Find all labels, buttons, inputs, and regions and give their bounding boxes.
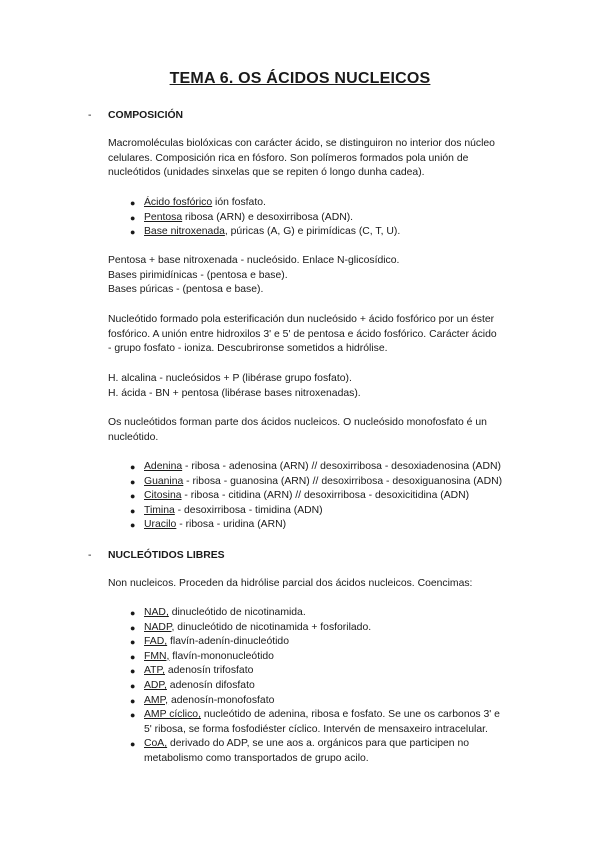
term-description: flavín-mononucleótido — [169, 650, 274, 662]
components-list — [108, 196, 528, 240]
section-title: NUCLEÓTIDOS LIBRES — [108, 550, 225, 561]
term-description: adenosín difosfato — [166, 679, 255, 691]
nucleotide-paragraph — [108, 313, 528, 357]
list-item — [108, 621, 528, 636]
bullet-icon: ● — [130, 637, 136, 648]
free-nucleotides-list — [108, 606, 528, 767]
list-item — [108, 504, 528, 519]
bullet-icon: ● — [130, 651, 136, 662]
term: NADP, — [144, 621, 175, 633]
list-item — [108, 650, 528, 665]
term: Ácido fosfórico — [144, 197, 213, 208]
text-line: Bases pirimidínicas - (pentosa e base). — [108, 269, 288, 281]
text-line: - grupo fosfato - ioniza. Descubrironse sometidos a hidrólise. — [108, 343, 388, 355]
term: Uracilo — [144, 519, 177, 531]
bullet-icon: ● — [130, 212, 136, 223]
nucleoside-paragraph — [108, 254, 528, 298]
bullet-icon: ● — [130, 680, 136, 691]
text-line: Pentosa + base nitroxenada - nucleósido. Enlace N-glicosídico. — [108, 255, 400, 266]
bullet-icon: ● — [130, 622, 136, 633]
dash-bullet: - — [88, 110, 92, 121]
term-description-continued: metabolismo como transportados de grupo acilo. — [144, 752, 369, 764]
term: AMP, — [144, 694, 169, 706]
term: Citosina — [144, 490, 182, 502]
bases-list — [108, 460, 528, 533]
text-line: Non nucleicos. Proceden da hidrólise parcial dos ácidos nucleicos. Coencimas: — [108, 578, 473, 589]
list-item — [108, 225, 528, 240]
term: Guanina — [144, 475, 184, 487]
text-line: fosfórico. A unión entre hidroxilos 3' e 5' de pentosa e ácido fosfórico. Carácter ácido — [108, 328, 497, 340]
term-description-continued: 5' ribosa, se forma fosfodiéster cíclico. Intervén de mensaxeiro intracelular. — [144, 723, 488, 735]
term-description: - ribosa - uridina (ARN) — [176, 519, 287, 531]
bullet-icon: ● — [130, 608, 136, 618]
list-item — [108, 460, 528, 475]
list-item — [108, 196, 528, 211]
free-nucleotides-intro — [108, 577, 528, 592]
list-item — [108, 518, 528, 533]
term: Timina — [144, 504, 175, 516]
list-item — [108, 737, 528, 766]
term-description: derivado do ADP, se une aos a. orgánicos para que participen no — [167, 738, 470, 750]
term-description: , púricas (A, G) e pirimídicas (C, T, U). — [224, 226, 401, 238]
bullet-icon: ● — [130, 710, 136, 721]
list-item — [108, 606, 528, 621]
text-line: nucleótidos (unidades sinxelas que se repiten ó longo dunha cadea). — [108, 167, 425, 179]
bullet-icon: ● — [130, 476, 136, 487]
term-description: - ribosa - guanosina (ARN) // desoxirribosa - desoxiguanosina (ADN) — [183, 475, 503, 487]
bullet-icon: ● — [130, 505, 136, 516]
bullet-icon: ● — [130, 462, 136, 472]
term: Pentosa — [144, 211, 183, 223]
hydrolysis-paragraph — [108, 372, 528, 401]
monophosphate-paragraph — [108, 416, 528, 445]
bullet-icon: ● — [130, 491, 136, 502]
intro-paragraph — [108, 137, 528, 181]
term: CoA, — [144, 738, 168, 750]
bullet-icon: ● — [130, 666, 136, 677]
term-description: ribosa (ARN) e desoxirribosa (ADN). — [182, 211, 354, 223]
bullet-icon: ● — [130, 227, 136, 238]
text-line: nucleótido. — [108, 431, 159, 443]
page-title: TEMA 6. OS ÁCIDOS NUCLEICOS — [169, 70, 431, 87]
term: ATP, — [144, 665, 165, 677]
text-line: Macromoléculas biolóxicas con carácter ácido, se distinguiron no interior dos núcleo — [108, 138, 495, 149]
term-description: adenosín-monofosfato — [168, 694, 275, 706]
term: Base nitroxenada — [144, 226, 225, 238]
term: FAD, — [144, 636, 168, 648]
term: Adenina — [144, 461, 183, 472]
bullet-icon: ● — [130, 739, 136, 750]
term-description: flavín-adenín-dinucleótido — [167, 636, 289, 648]
list-item — [108, 211, 528, 226]
text-line: H. ácida - BN + pentosa (libérase bases nitroxenadas). — [108, 387, 361, 399]
term-description: dinucleótido de nicotinamida + fosforilado. — [174, 621, 372, 633]
term: AMP cíclico, — [144, 709, 201, 721]
text-line: H. alcalina - nucleósidos + P (libérase grupo fosfato). — [108, 373, 352, 384]
term-description: - ribosa - citidina (ARN) // desoxirribosa - desoxicitidina (ADN) — [181, 490, 470, 502]
bullet-icon: ● — [130, 198, 136, 208]
list-item — [108, 475, 528, 490]
term-description: - desoxirribosa - timidina (ADN) — [174, 504, 323, 516]
term-description: adenosín trifosfato — [164, 665, 254, 677]
list-item — [108, 679, 528, 694]
list-item — [108, 694, 528, 709]
term: NAD, — [144, 607, 169, 618]
text-line: Os nucleótidos forman parte dos ácidos nucleicos. O nucleósido monofosfato é un — [108, 417, 487, 428]
bullet-icon: ● — [130, 695, 136, 706]
list-item — [108, 489, 528, 504]
dash-bullet: - — [88, 550, 92, 561]
term-description: nucleótido de adenina, ribosa e fosfato. Se une os carbonos 3' e — [200, 709, 500, 721]
term: ADP, — [144, 679, 167, 691]
text-line: celulares. Composición rica en fósforo. Son polímeros formados pola unión de — [108, 152, 469, 164]
term-description: - ribosa - adenosina (ARN) // desoxirribosa - desoxiadenosina (ADN) — [182, 461, 501, 472]
bullet-icon: ● — [130, 520, 136, 531]
text-line: Bases púricas - (pentosa e base). — [108, 284, 264, 296]
term-description: dinucleótido de nicotinamida. — [168, 607, 306, 618]
list-item — [108, 708, 528, 737]
section-title: COMPOSICIÓN — [108, 110, 184, 121]
term-description: ión fosfato. — [212, 197, 266, 208]
term: FMN, — [144, 650, 170, 662]
list-item — [108, 635, 528, 650]
text-line: Nucleótido formado pola esterificación dun nucleósido + ácido fosfórico por un éster — [108, 314, 495, 325]
list-item — [108, 664, 528, 679]
